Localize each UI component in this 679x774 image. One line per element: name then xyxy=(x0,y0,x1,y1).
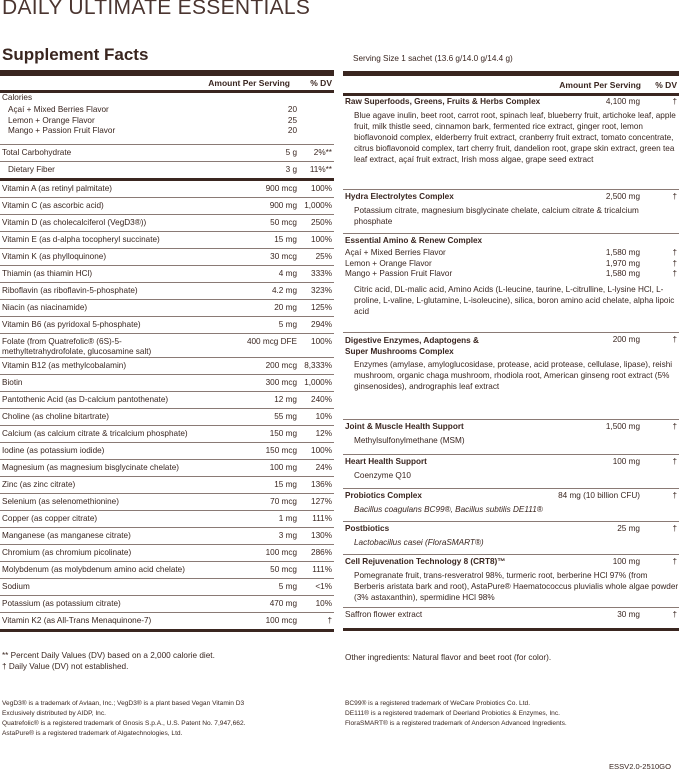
flavor-name: Açaí + Mixed Berries Flavor xyxy=(8,105,109,114)
supplement-facts-left xyxy=(0,44,334,632)
section-name: Postbiotics xyxy=(345,524,390,533)
section-dv: † xyxy=(672,422,677,431)
nutrient-name: Biotin xyxy=(2,377,23,387)
nutrient-name: Choline (as choline bitartrate) xyxy=(2,411,109,421)
section-amount: 4,100 mg xyxy=(605,97,640,106)
nutrient-name: Molybdenum (as molybdenum amino acid chelate) xyxy=(2,564,185,574)
section-name: Cell Rejuvenation Technology 8 (CRT8)™ xyxy=(345,557,506,566)
nutrient-row xyxy=(0,562,334,578)
nutrient-amount: 30 mcg xyxy=(270,251,297,261)
nutrient-amount: 900 mcg xyxy=(265,183,297,193)
section-amount: 25 mg xyxy=(617,524,640,533)
nutrient-dv: 12% xyxy=(315,428,332,438)
nutrient-row xyxy=(0,215,334,231)
nutrient-amount: 100 mcg xyxy=(265,615,297,625)
nutrient-row xyxy=(0,494,334,510)
nutrient-row xyxy=(0,334,334,357)
nutrient-amount: 400 mcg DFE xyxy=(246,336,297,346)
section-amount: 200 mg xyxy=(612,335,640,344)
section-amount: 100 mg xyxy=(612,557,640,566)
right-dv-header: % DV xyxy=(655,80,677,90)
nutrient-dv: 250% xyxy=(311,217,332,227)
section-dv: † xyxy=(672,457,677,466)
section-rule xyxy=(343,607,679,608)
ingredient-section xyxy=(343,192,679,227)
section-header xyxy=(343,491,679,502)
nutrient-amount: 100 mcg xyxy=(265,547,297,557)
nutrient-dv: <1% xyxy=(315,581,332,591)
trademark-line: AstaPure® is a registered trademark of Algatechnologies, Ltd. xyxy=(2,730,183,737)
section-amount: 100 mg xyxy=(612,457,640,466)
serving-size: Serving Size 1 sachet (13.6 g/14.0 g/14.4 g) xyxy=(353,54,513,63)
nutrient-amount: 5 mg xyxy=(278,319,297,329)
nutrient-name: Zinc (as zinc citrate) xyxy=(2,479,76,489)
right-amount-header: Amount Per Serving xyxy=(559,80,641,90)
nutrient-name: Chromium (as chromium picolinate) xyxy=(2,547,132,557)
nutrient-dv: 2%** xyxy=(313,147,332,157)
flavor-row xyxy=(343,248,679,259)
nutrient-name: Vitamin B6 (as pyridoxal 5-phosphate) xyxy=(2,319,141,329)
nutrient-dv: 240% xyxy=(311,394,332,404)
footnote-not-established: † Daily Value (DV) not established. xyxy=(2,662,129,671)
nutrient-name: Potassium (as potassium citrate) xyxy=(2,598,121,608)
nutrient-dv: 294% xyxy=(311,319,332,329)
nutrient-amount: 20 mg xyxy=(274,302,297,312)
nutrient-name: Niacin (as niacinamide) xyxy=(2,302,88,312)
footnote-dv: ** Percent Daily Values (DV) based on a 2,000 calorie diet. xyxy=(2,651,215,660)
section-name: Hydra Electrolytes Complex xyxy=(345,192,454,201)
nutrient-amount: 1 mg xyxy=(278,513,297,523)
nutrient-name: Manganese (as manganese citrate) xyxy=(2,530,131,540)
calorie-flavor-row xyxy=(0,116,334,127)
nutrient-dv: 10% xyxy=(315,411,332,421)
nutrient-amount: 50 mcg xyxy=(270,564,297,574)
nutrient-dv: † xyxy=(327,615,332,625)
nutrient-dv: 10% xyxy=(315,598,332,608)
flavor-name: Lemon + Orange Flavor xyxy=(8,115,95,125)
calorie-amount: 20 xyxy=(287,126,297,135)
trademark-line: FloraSMART® is a registered trademark of Anderson Advanced Ingredients. xyxy=(345,720,567,727)
nutrient-dv: 136% xyxy=(311,479,332,489)
section-ingredients: Blue agave inulin, beet root, carrot root, spinach leaf, blueberry fruit, artichoke leaf, apple fruit, milk thistle seed, cinnamon bark, fermented rice extract, ginger root, lemon bioflavonoid complex, elderberry fruit extract, cranberry fruit extract, tomato concentrate, citrus bioflavonoid complex, tart cherry fruit, dandelion root, grape skin extract, green tea leaf extract, açaí fruit extract, Irish moss algae, grape seed extract xyxy=(354,111,676,164)
nutrient-amount: 5 g xyxy=(285,147,297,157)
trademark-line: BC99® is a registered trademark of WeCare Probiotics Co. Ltd. xyxy=(345,700,531,707)
section-dv: † xyxy=(672,610,677,619)
nutrient-dv: 111% xyxy=(312,513,332,523)
nutrient-name: Vitamin C (as ascorbic acid) xyxy=(2,200,104,210)
nutrient-row xyxy=(0,596,334,612)
nutrient-row xyxy=(0,545,334,561)
section-rule xyxy=(343,233,679,234)
nutrient-amount: 200 mcg xyxy=(265,360,297,370)
nutrient-row xyxy=(0,409,334,425)
nutrient-row xyxy=(0,392,334,408)
section-name: Saffron flower extract xyxy=(345,610,423,619)
flavor-dv: † xyxy=(672,269,677,278)
section-rule xyxy=(343,419,679,420)
section-ingredients: Methylsulfonylmethane (MSM) xyxy=(354,436,465,445)
nutrient-row xyxy=(0,426,334,442)
trademark-line: DE111® is a registered trademark of Deerland Probiotics & Enzymes, Inc. xyxy=(345,710,560,717)
nutrient-row xyxy=(0,283,334,299)
section-dv: † xyxy=(672,557,677,566)
nutrient-dv: 127% xyxy=(311,496,332,506)
nutrient-row xyxy=(0,181,334,197)
calorie-amount: 25 xyxy=(287,115,297,125)
nutrient-row xyxy=(0,579,334,595)
other-ingredients: Other ingredients: Natural flavor and beet root (for color). xyxy=(345,653,552,662)
section-header xyxy=(343,97,679,108)
nutrient-amount: 55 mg xyxy=(274,411,297,421)
nutrient-row xyxy=(0,443,334,459)
section-rule xyxy=(343,454,679,455)
ingredient-section xyxy=(343,491,679,515)
nutrient-name: Vitamin E (as d-alpha tocopheryl succinate) xyxy=(2,234,160,244)
section-name: Digestive Enzymes, Adaptogens & Super Mushrooms Complex xyxy=(345,336,479,356)
flavor-name: Mango + Passion Fruit Flavor xyxy=(8,126,116,135)
right-header-rule xyxy=(343,93,679,96)
flavor-row xyxy=(343,259,679,270)
right-bottom-rule xyxy=(343,628,679,631)
section-dv: † xyxy=(672,192,677,201)
ingredient-section xyxy=(343,557,679,603)
nutrient-amount: 470 mg xyxy=(269,598,297,608)
nutrient-dv: 323% xyxy=(311,285,332,295)
nutrient-amount: 150 mcg xyxy=(265,445,297,455)
section-header xyxy=(343,457,679,468)
flavor-name: Açaí + Mixed Berries Flavor xyxy=(345,248,446,257)
section-rule xyxy=(343,332,679,333)
nutrient-name: Total Carbohydrate xyxy=(2,147,72,157)
right-title-bar xyxy=(343,71,679,76)
section-name: Joint & Muscle Health Support xyxy=(345,422,464,431)
nutrient-amount: 4 mg xyxy=(278,268,297,278)
section-header xyxy=(343,557,679,568)
nutrient-dv: 24% xyxy=(315,462,332,472)
nutrient-row xyxy=(0,375,334,391)
flavor-name: Mango + Passion Fruit Flavor xyxy=(345,269,453,278)
nutrient-dv: 333% xyxy=(311,268,332,278)
nutrient-amount: 300 mcg xyxy=(265,377,297,387)
nutrient-row xyxy=(0,460,334,476)
flavor-dv: † xyxy=(672,258,677,268)
calorie-flavor-row xyxy=(0,126,334,137)
ingredient-section xyxy=(343,610,679,621)
trademark-line: VegD3® is a trademark of Avlaan, Inc.; VegD3® is a plant based Vegan Vitamin D3 xyxy=(2,700,245,707)
nutrient-row xyxy=(0,358,334,374)
section-ingredients: Enzymes (amylase, amyloglucosidase, protease, acid protease, cellulase, lipase), reishi mushroom, organic chaga mushroom, rhodiola root, American ginseng root extract (5% ginsenosides), andrographis leaf extract xyxy=(354,360,673,391)
nutrient-row xyxy=(0,300,334,316)
section-header xyxy=(343,422,679,433)
ingredient-section xyxy=(343,524,679,548)
section-ingredients: Lactobacillus casei (FloraSMART®) xyxy=(354,538,484,547)
nutrient-name: Sodium xyxy=(2,581,30,591)
nutrient-amount: 4.2 mg xyxy=(271,285,297,295)
section-amount: 30 mg xyxy=(617,610,640,619)
section-ingredients: Pomegranate fruit, trans-resveratrol 98%, turmeric root, berberine HCl 97% (from Berberis aristata bark and root), AstaPure® Haematococcus pluvialis whole algae powder (3% astaxanthin), spermidine HCl 98% xyxy=(354,571,679,602)
nutrient-name: Thiamin (as thiamin HCl) xyxy=(2,268,93,278)
section-rule xyxy=(343,521,679,522)
trademarks-left xyxy=(2,699,245,739)
nutrient-amount: 50 mcg xyxy=(270,217,297,227)
nutrient-amount: 900 mg xyxy=(269,200,297,210)
section-ingredients: Coenzyme Q10 xyxy=(354,471,411,480)
nutrient-name: Iodine (as potassium iodide) xyxy=(2,445,105,455)
calories-row xyxy=(0,93,334,105)
nutrient-amount: 100 mg xyxy=(269,462,297,472)
section-ingredients: Bacillus coagulans BC99®, Bacillus subtilis DE111® xyxy=(354,505,543,514)
section-amount: 84 mg (10 billion CFU) xyxy=(558,491,640,500)
amount-header: Amount Per Serving xyxy=(208,78,290,88)
nutrient-row xyxy=(0,477,334,493)
nutrient-row xyxy=(0,613,334,629)
supplement-facts-title: Supplement Facts xyxy=(2,45,149,64)
nutrient-row xyxy=(0,249,334,265)
column-headers xyxy=(0,76,334,90)
nutrient-row xyxy=(0,528,334,544)
nutrient-row xyxy=(0,232,334,248)
flavor-row xyxy=(343,269,679,280)
nutrient-amount: 12 mg xyxy=(274,394,297,404)
calorie-flavor-row xyxy=(0,105,334,116)
nutrient-amount: 15 mg xyxy=(274,234,297,244)
section-ingredients: Potassium citrate, magnesium bisglycinate chelate, calcium citrate & tricalcium phosphate xyxy=(354,206,639,226)
nutrient-name: Dietary Fiber xyxy=(8,164,55,174)
nutrient-amount: 5 mg xyxy=(278,581,297,591)
nutrient-dv: 25% xyxy=(315,251,332,261)
nutrient-name: Vitamin B12 (as methylcobalamin) xyxy=(2,360,127,370)
section-name: Essential Amino & Renew Complex xyxy=(345,236,483,245)
flavor-amount: 1,970 mg xyxy=(605,258,640,268)
product-code: ESSV2.0-2510GO xyxy=(608,762,671,771)
nutrient-amount: 15 mg xyxy=(274,479,297,489)
section-header xyxy=(343,335,679,357)
nutrient-name: Copper (as copper citrate) xyxy=(2,513,98,523)
nutrient-dv: 1,000% xyxy=(304,377,332,387)
ingredient-section xyxy=(343,457,679,481)
nutrient-dv: 8,333% xyxy=(304,360,332,370)
nutrient-dv: 100% xyxy=(311,445,332,455)
flavor-dv: † xyxy=(672,248,677,257)
section-dv: † xyxy=(672,97,677,106)
section-name: Heart Health Support xyxy=(345,457,427,466)
nutrient-row xyxy=(0,162,334,178)
nutrient-name: Pantothenic Acid (as D-calcium pantothenate) xyxy=(2,394,169,404)
section-amount: 1,500 mg xyxy=(605,422,640,431)
section-header xyxy=(343,610,679,621)
nutrient-name: Vitamin D (as cholecalciferol (VegD3®)) xyxy=(2,217,147,227)
section-rule xyxy=(343,189,679,190)
section-amount: 2,500 mg xyxy=(605,192,640,201)
nutrient-dv: 130% xyxy=(311,530,332,540)
nutrient-amount: 3 mg xyxy=(278,530,297,540)
ingredient-section xyxy=(343,236,679,317)
flavor-amount: 1,580 mg xyxy=(605,248,640,257)
footnotes xyxy=(2,650,215,672)
nutrient-dv: 1,000% xyxy=(304,200,332,210)
nutrient-dv: 100% xyxy=(311,183,332,193)
trademark-line: Quatrefolic® is a registered trademark of Gnosis S.p.A., U.S. Patent No. 7,947,662. xyxy=(2,720,246,727)
nutrient-amount: 150 mg xyxy=(269,428,297,438)
nutrient-dv: 100% xyxy=(311,234,332,244)
nutrient-name: Magnesium (as magnesium bisglycinate chelate) xyxy=(2,462,180,472)
nutrient-dv: 111% xyxy=(312,564,332,574)
section-dv: † xyxy=(672,491,677,500)
calorie-amount: 20 xyxy=(287,105,297,114)
nutrient-row xyxy=(0,266,334,282)
section-name: Raw Superfoods, Greens, Fruits & Herbs Complex xyxy=(345,97,541,106)
ingredient-section xyxy=(343,422,679,446)
section-header xyxy=(343,524,679,535)
nutrient-amount: 70 mcg xyxy=(270,496,297,506)
section-name: Probiotics Complex xyxy=(345,491,422,500)
nutrient-name: Calcium (as calcium citrate & tricalcium phosphate) xyxy=(2,428,188,438)
section-dv: † xyxy=(672,524,677,533)
dv-header: % DV xyxy=(310,78,332,88)
flavor-amount: 1,580 mg xyxy=(605,269,640,278)
nutrient-row xyxy=(0,317,334,333)
section-dv: † xyxy=(672,335,677,344)
ingredient-section xyxy=(343,97,679,165)
ingredient-section xyxy=(343,335,679,392)
right-column-headers xyxy=(343,78,679,92)
nutrient-name: Selenium (as selenomethionine) xyxy=(2,496,119,506)
trademark-line: Exclusively distributed by AIDP, Inc. xyxy=(2,710,106,717)
nutrient-table xyxy=(0,93,334,632)
calories-label: Calories xyxy=(2,93,33,102)
header xyxy=(0,0,679,24)
nutrient-dv: 125% xyxy=(311,302,332,312)
nutrient-dv: 286% xyxy=(311,547,332,557)
nutrient-name: Folate (from Quatrefolic® (6S)-5- methyltetrahydrofolate, glucosamine salt) xyxy=(2,336,152,356)
nutrient-name: Vitamin K2 (as All-Trans Menaquinone-7) xyxy=(2,615,152,625)
nutrient-dv: 100% xyxy=(311,336,332,346)
nutrient-row xyxy=(0,198,334,214)
section-rule xyxy=(343,554,679,555)
flavor-name: Lemon + Orange Flavor xyxy=(345,258,432,268)
section-ingredients: Citric acid, DL-malic acid, Amino Acids (L-leucine, taurine, L-citrulline, L-lysine HCl, L-proline, L-valine, L-glutamine, L-isoleucine), silica, boron amino acid chelate, alpha lipoic acid xyxy=(354,284,675,316)
nutrient-amount: 3 g xyxy=(285,164,297,174)
nutrient-name: Vitamin K (as phylloquinone) xyxy=(2,251,107,261)
nutrient-name: Riboflavin (as riboflavin-5-phosphate) xyxy=(2,285,138,295)
table-bottom-rule xyxy=(0,629,334,632)
trademarks-right xyxy=(345,699,567,729)
page-title: DAILY ULTIMATE ESSENTIALS xyxy=(2,0,311,19)
section-header xyxy=(343,192,679,203)
nutrient-dv: 11%** xyxy=(309,164,332,174)
section-header xyxy=(343,236,679,247)
nutrient-row xyxy=(0,511,334,527)
nutrient-name: Vitamin A (as retinyl palmitate) xyxy=(2,183,112,193)
section-rule xyxy=(343,488,679,489)
nutrient-row xyxy=(0,145,334,161)
